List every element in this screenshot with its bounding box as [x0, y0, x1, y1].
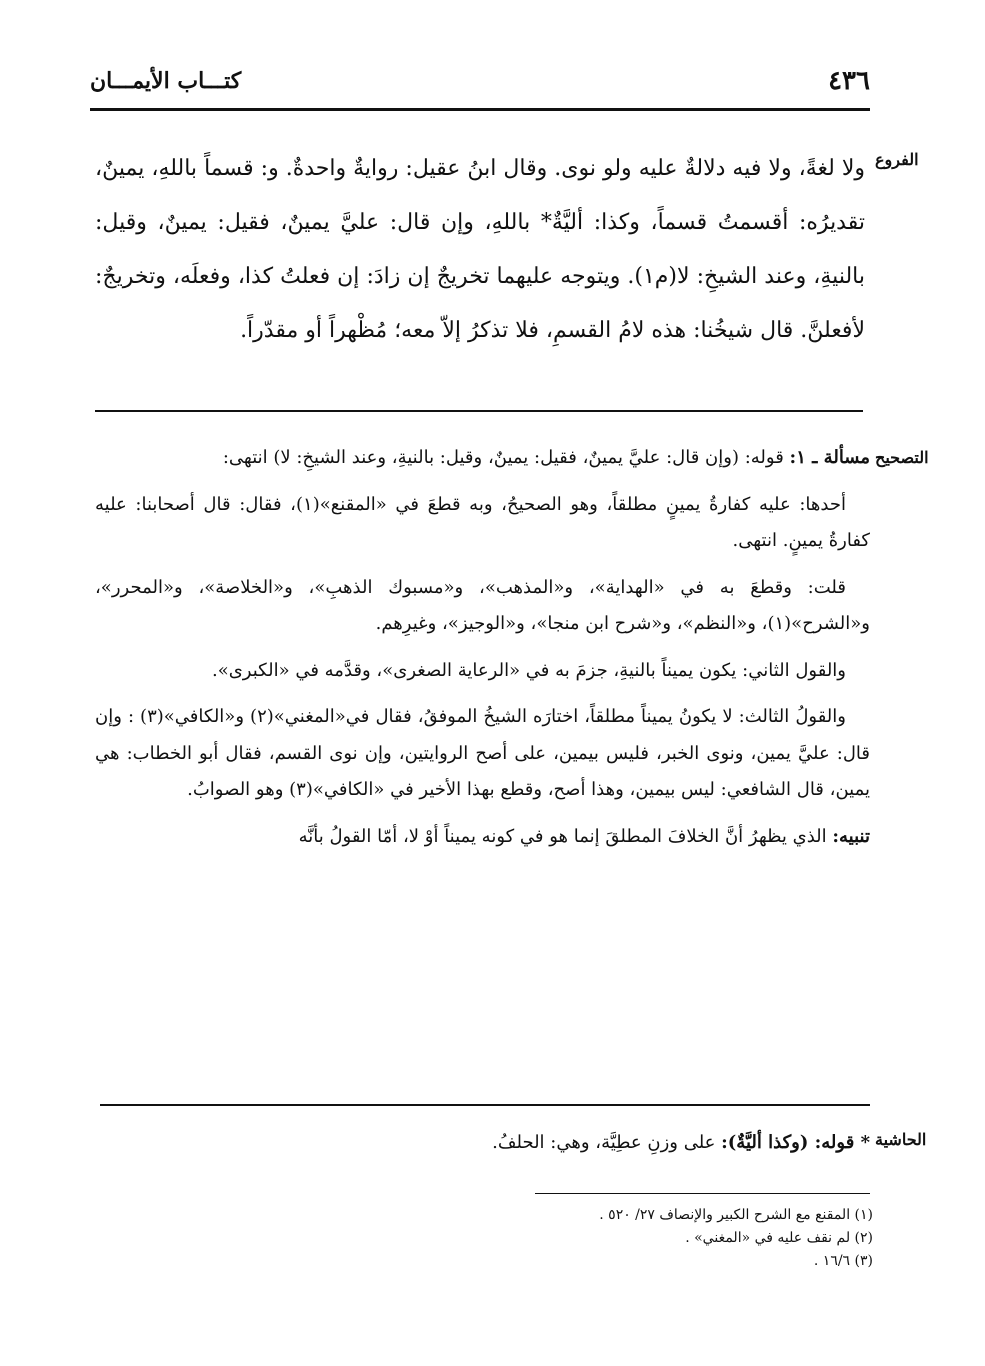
footnote-1: (١) المقنع مع الشرح الكبير والإنصاف ٢٧/ ٥٢٠ .: [599, 1207, 873, 1223]
footnote-2: (٢) لم نقف عليه في «المغني» .: [685, 1230, 873, 1246]
section-divider-1: [95, 410, 863, 412]
tanbih-heading: تنبيه:: [832, 825, 870, 847]
page-header: [90, 66, 870, 106]
tashih-paragraph-2: قلت: وقطعَ به في «الهداية»، و«المذهب»، و«مسبوك الذهبِ»، و«الخلاصة»، و«المحرر»، و«الشرح»(١)، و«النظم»، و«شرح ابن منجا»، و«الوجيز»، وغيرِهم.: [95, 576, 870, 634]
footnote-3: (٣) ١٦/٦ .: [813, 1253, 873, 1269]
tanbih-paragraph: تنبيه: الذي يظهرُ أنَّ الخلافَ المطلقَ إنما هو في كونه يميناً أوْ لا، أمّا القولُ بأنَّه: [298, 825, 870, 847]
tashih-paragraph-1: أحدها: عليه كفارةُ يمينٍ مطلقاً، وهو الصحيحُ، وبه قطعَ في «المقنع»(١)، فقال: قال أصحابنا: عليه كفارةُ يمينٍ. انتهى.: [95, 493, 870, 551]
page-number: ٤٣٦: [828, 66, 870, 96]
running-title: كتـــاب الأيمـــان: [90, 68, 242, 94]
footnote-rule: [535, 1193, 870, 1194]
tashih-text: [95, 440, 870, 865]
masala-paragraph: مسألة ـ ١: قوله: (وإن قال: عليَّ يمينٌ، فقيل: يمينٌ، وقيل: بالنيةِ، وعند الشيخِ: لا) انتهى:: [222, 447, 870, 468]
tashih-paragraph-3: والقول الثاني: يكون يميناً بالنيةِ، جزمَ به في «الرعاية الصغرى»، وقدَّمه في «الكبرى».: [211, 659, 846, 681]
section-label-tashih: التصحيح: [875, 448, 929, 467]
hashia-heading: * قوله: (وكذا أليَّةٌ):: [721, 1132, 870, 1153]
header-rule: [90, 108, 870, 111]
section-divider-2: [100, 1104, 870, 1106]
tashih-paragraph-4: والقولُ الثالث: لا يكونُ يميناً مطلقاً، اختارَه الشيخُ الموفقُ، فقال في«المغني»(٢) و«الكافي»(٣) : وإن قال: عليَّ يمين، ونوى الخبر، فليس بيمين، على أصح الروايتين، وإن نوى القسم، فقال أبو الخطاب: هي يمين، قال الشافعي: ليس بيمين، وهذا أصح، وقطع بهذا الأخير في «الكافي»(٣) وهو الصوابُ.: [95, 706, 870, 800]
footnotes: [473, 1204, 873, 1273]
section-label-hashia: الحاشية: [875, 1130, 927, 1149]
furu-text: ولا لغةً، ولا فيه دلالةٌ عليه ولو نوى. وقال ابنُ عقيل: روايةٌ واحدةٌ. و: قسماً باللهِ، يمينٌ، تقديرُه: أقسمتُ قسماً، وكذا: أليَّةٌ* باللهِ، وإن قال: عليَّ يمينٌ، فقيل: يمينٌ، وقيل: بالنيةِ، وعند الشيخِ: لا(م١). ويتوجه عليهما تخريجٌ إن زادَ: إن فعلتُ كذا، وفعلَه، وتخريجٌ: لأفعلنَّ. قال شيخُنا: هذه لامُ القسمِ، فلا تذكرُ إلاّ معه؛ مُظْهراً أو مقدّراً.: [95, 156, 865, 343]
masala-heading: مسألة ـ ١:: [789, 447, 870, 468]
section-label-furu: الفروع: [875, 150, 919, 169]
hashia-text: * قوله: (وكذا أليَّةٌ): على وزنِ عطِيَّة، وهي: الحلفُ.: [492, 1132, 870, 1153]
